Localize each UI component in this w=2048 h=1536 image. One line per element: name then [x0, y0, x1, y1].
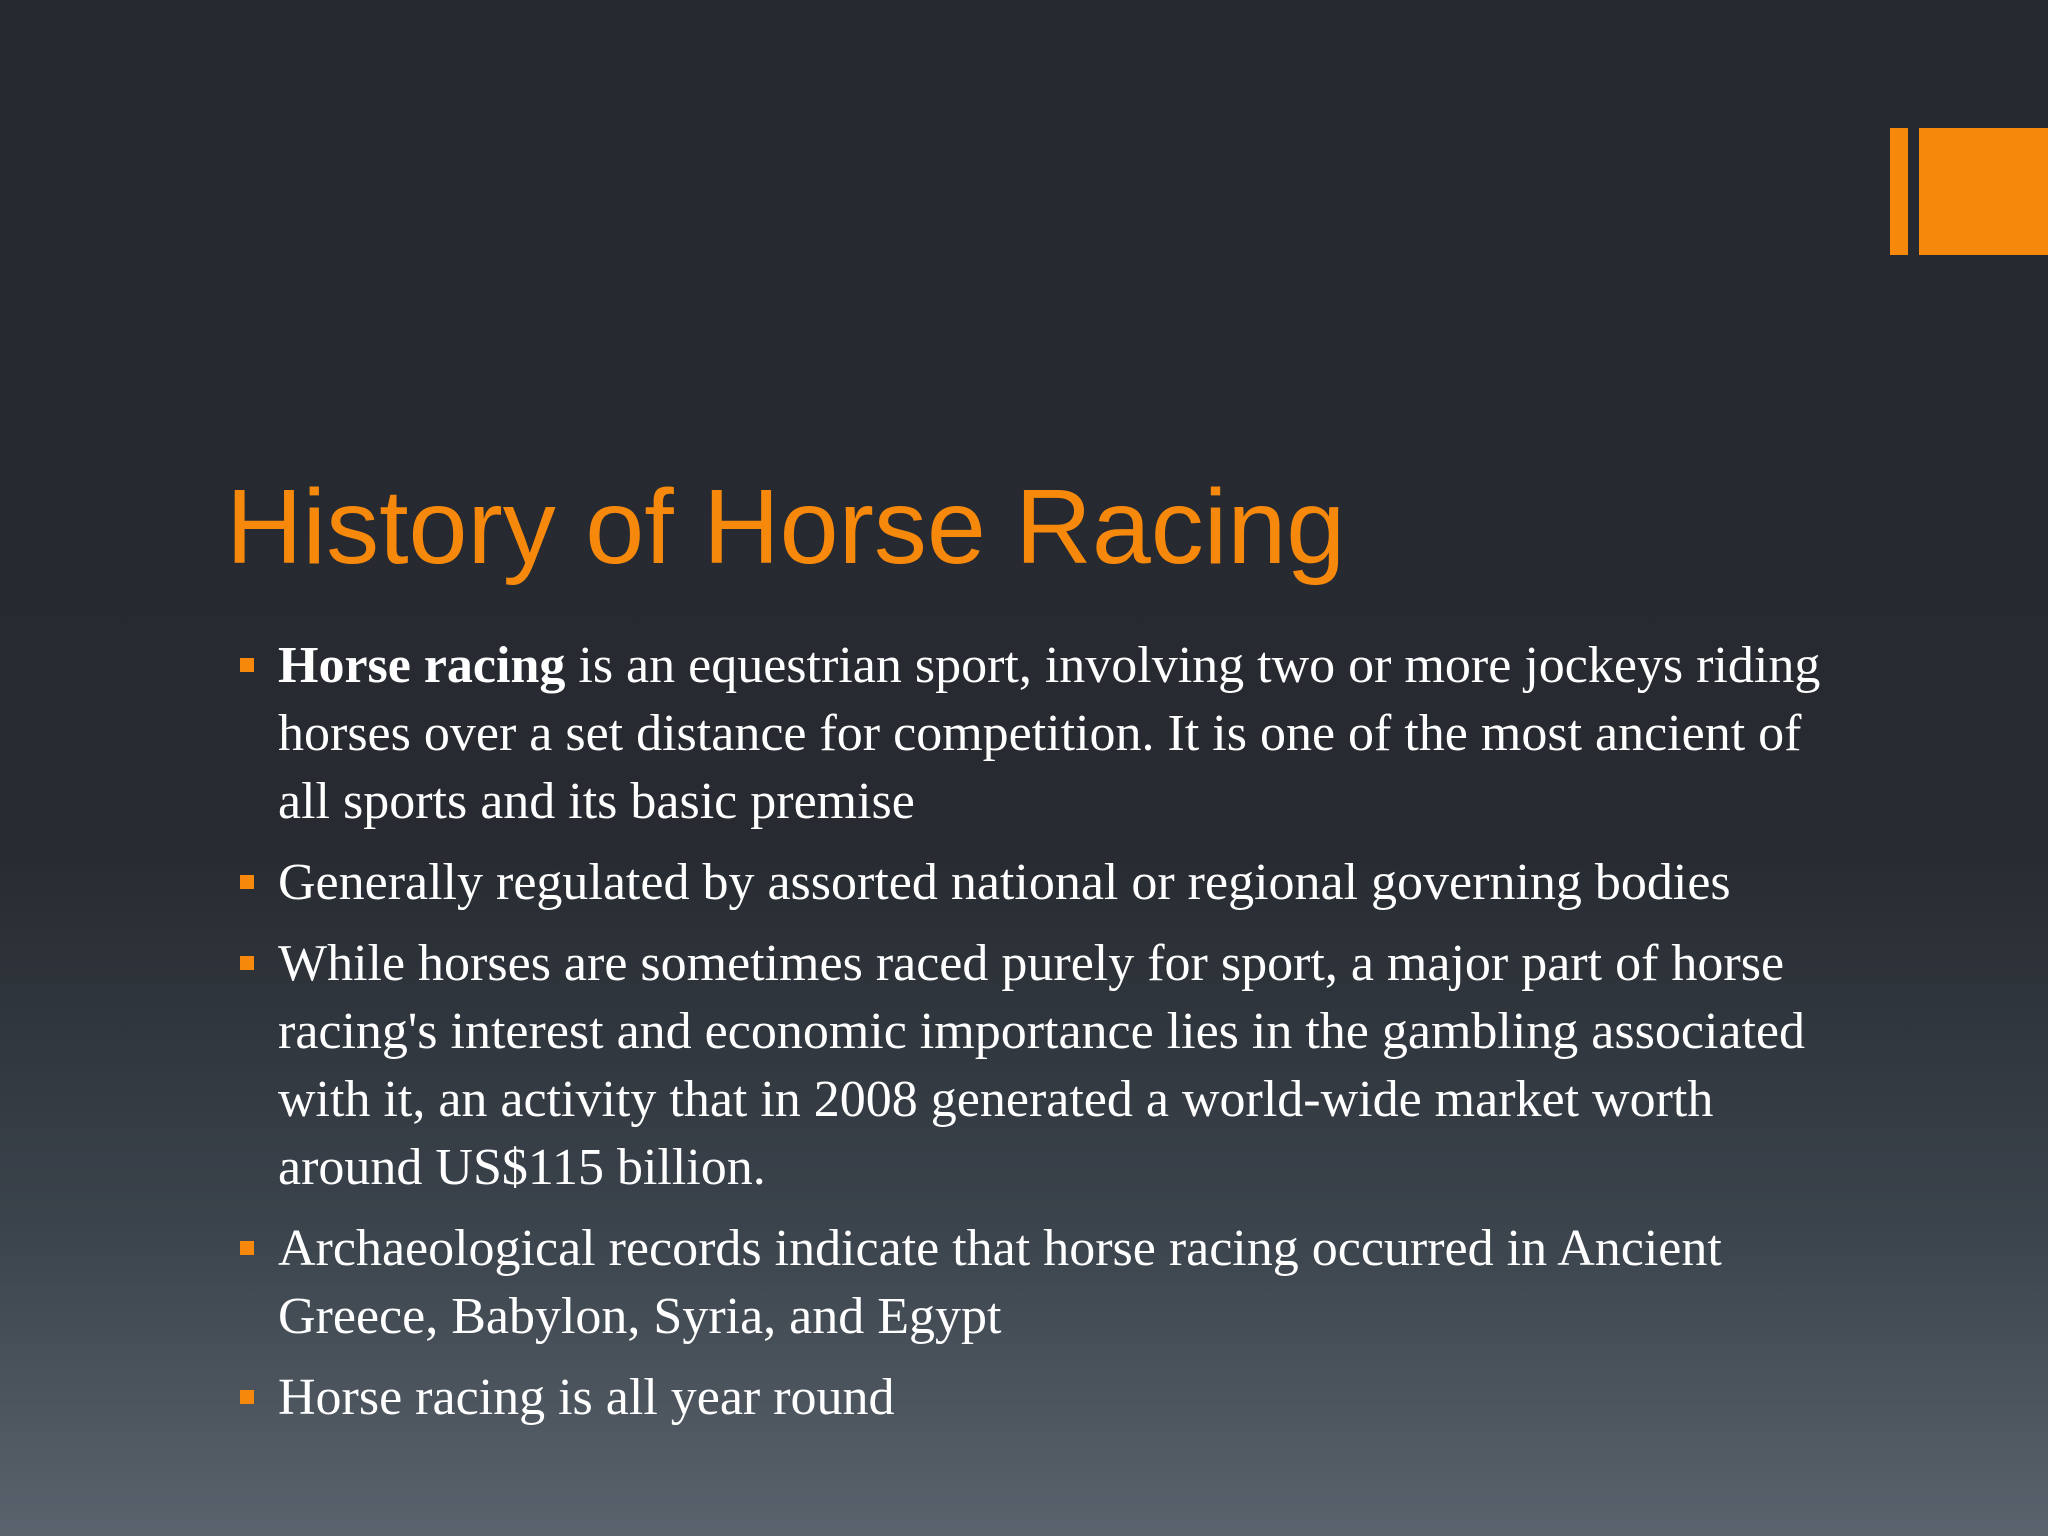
bullet-item [238, 930, 1838, 1202]
bullet-text: is an equestrian sport, involving two or more jockeys riding horses over a set distance for competition. It is one of the most ancient of all sports and its basic premise [278, 637, 1821, 830]
bullet-text: While horses are sometimes raced purely for sport, a major part of horse racing's interest and economic importance lies in the gambling associated with it, an activity that in 2008 generated a world-wide market worth around US$115 billion. [278, 935, 1805, 1196]
square-bullet-icon [240, 875, 254, 889]
bullet-text: Horse racing is all year round [278, 1369, 895, 1426]
bullet-text: Generally regulated by assorted national or regional governing bodies [278, 854, 1731, 911]
bullet-item [238, 1215, 1838, 1351]
accent-bar [1890, 128, 1908, 255]
bullet-item [238, 849, 1838, 917]
bullet-list [238, 632, 1838, 1445]
bullet-bold-text: Horse racing [278, 637, 566, 694]
square-bullet-icon [240, 658, 254, 672]
accent-block [1919, 128, 2048, 255]
square-bullet-icon [240, 1390, 254, 1404]
bullet-text: Archaeological records indicate that horse racing occurred in Ancient Greece, Babylon, Syria, and Egypt [278, 1220, 1722, 1345]
square-bullet-icon [240, 956, 254, 970]
square-bullet-icon [240, 1241, 254, 1255]
bullet-item [238, 1364, 1838, 1432]
bullet-item [238, 632, 1838, 836]
slide-title: History of Horse Racing [226, 468, 1346, 586]
